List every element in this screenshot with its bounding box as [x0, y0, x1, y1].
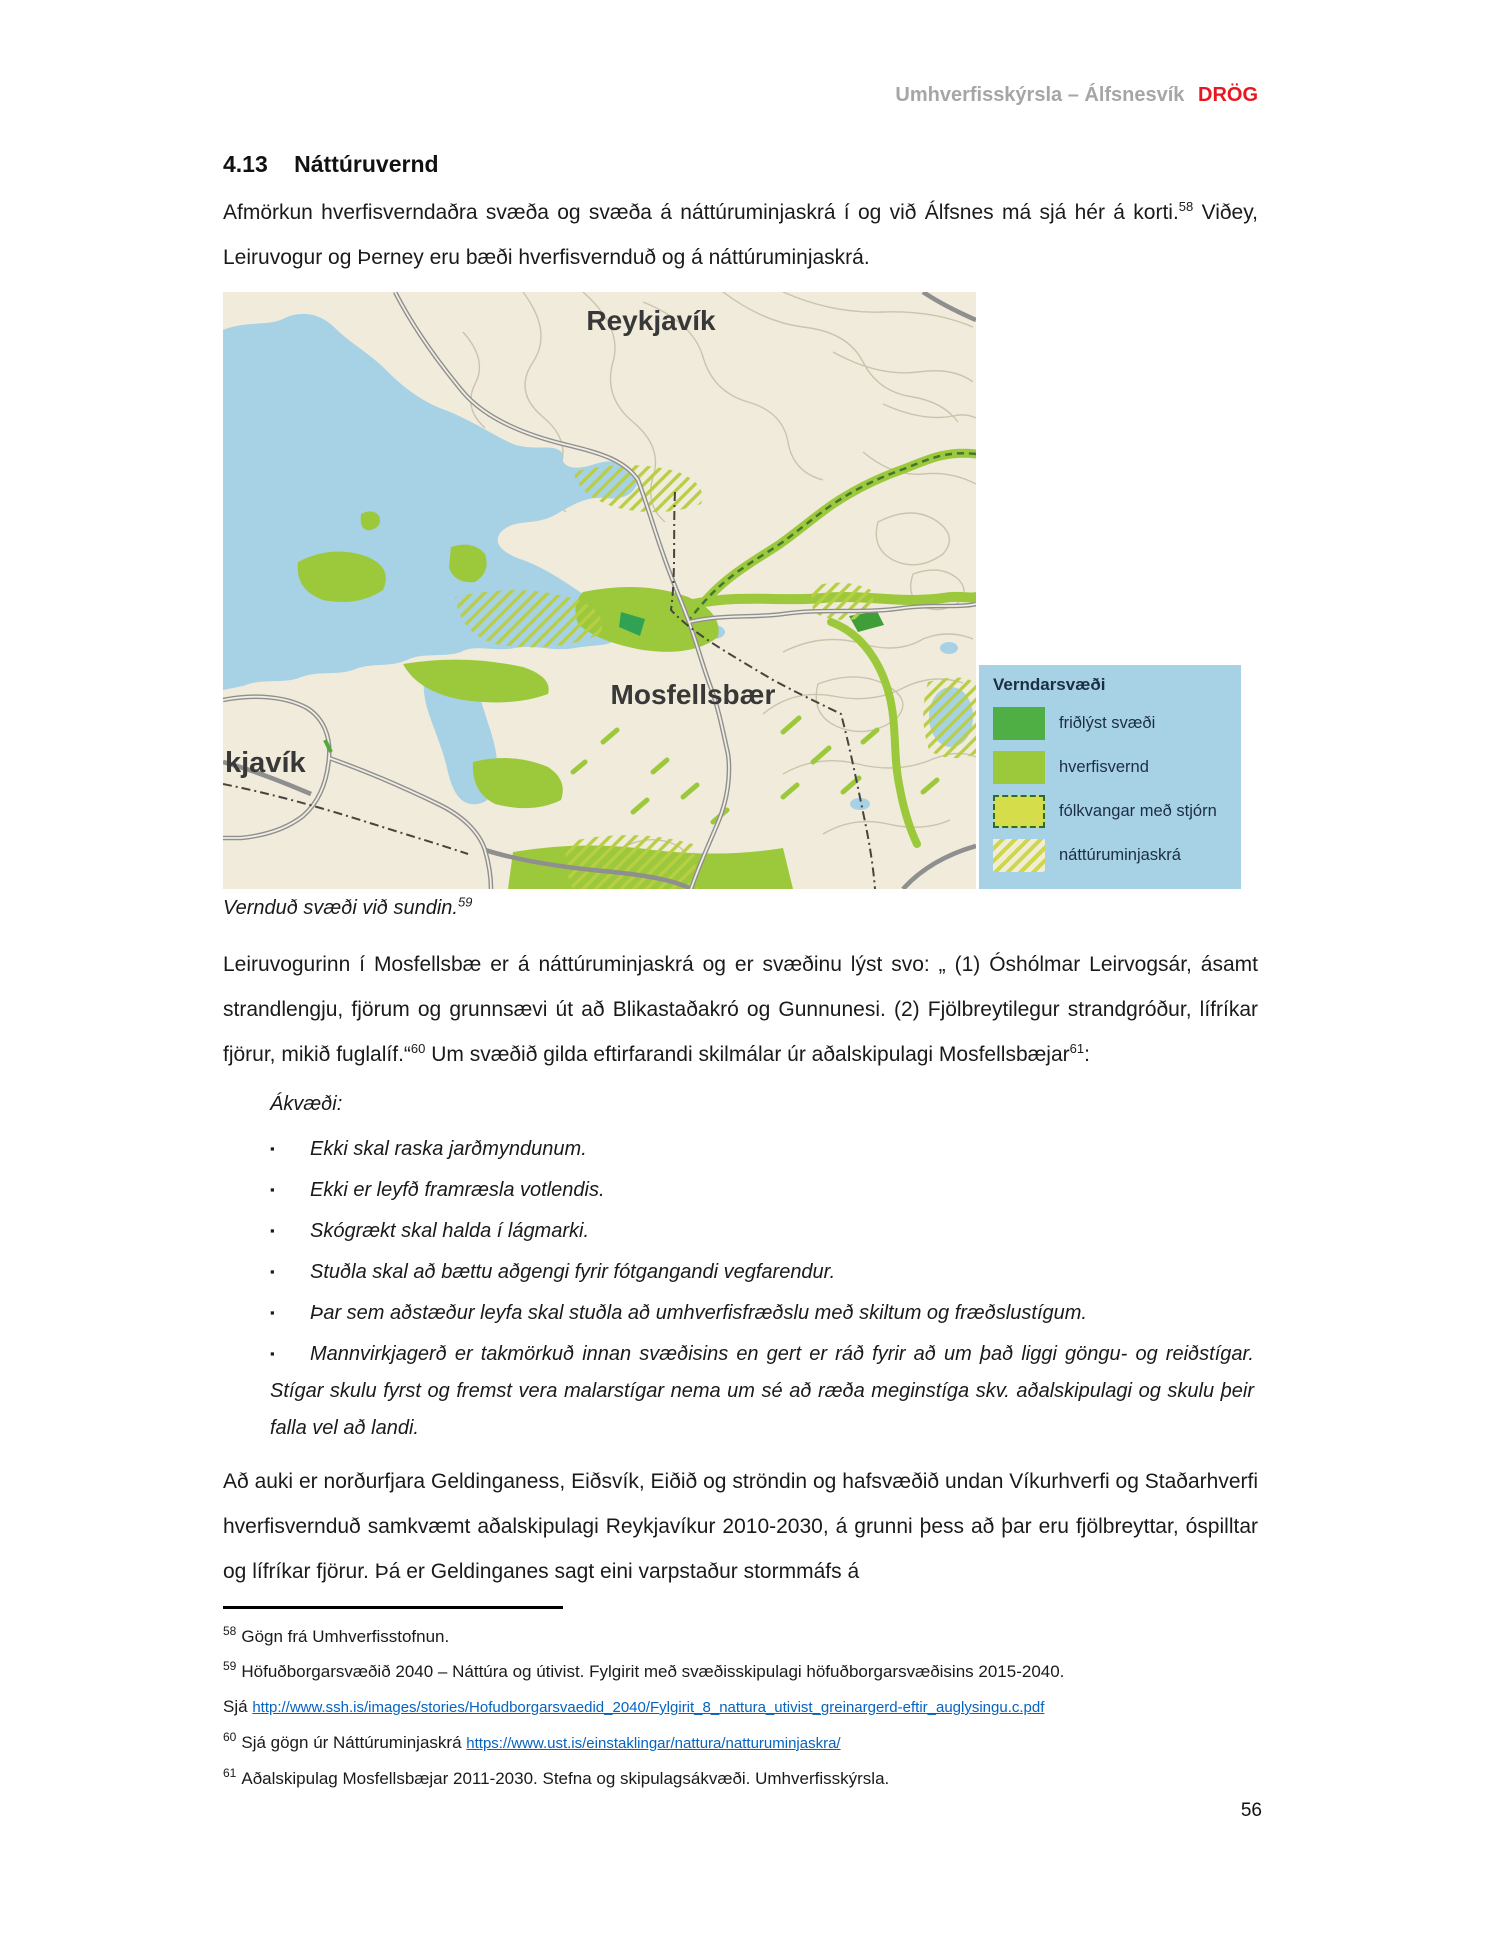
section-title: Náttúruvernd [294, 151, 439, 177]
list-item [270, 1294, 1258, 1332]
provisions-list [223, 1130, 1258, 1447]
footnote-ref-60: 60 [410, 1041, 426, 1056]
list-item [270, 1212, 1258, 1250]
footnote-58 [223, 1619, 1258, 1654]
legend-title: Verndarsvæði [993, 675, 1106, 694]
footnote-ref-59: 59 [457, 894, 473, 910]
document-title: Umhverfisskýrsla – Álfsnesvík [895, 84, 1185, 106]
footnote-text: Gögn frá Umhverfisstofnun. [241, 1627, 450, 1646]
bullet-icon: ▪ [270, 1223, 275, 1238]
legend-row-folkvangar [993, 789, 1235, 833]
bullet-icon: ▪ [270, 1346, 275, 1361]
list-item-text: Ekki skal raska jarðmyndunum. [310, 1138, 587, 1160]
legend-row-natturuminjaskra [993, 833, 1235, 877]
bullet-icon: ▪ [270, 1182, 275, 1197]
leiruvogur-text-2: Um svæðið gilda eftirfarandi skilmálar úr aðalskipulagi Mosfellsbæjar [425, 1043, 1070, 1066]
page-header [223, 0, 1258, 107]
footnote-61 [223, 1761, 1258, 1796]
footnote-text: Aðalskipulag Mosfellsbæjar 2011-2030. Stefna og skipulagsákvæði. Umhverfisskýrsla. [241, 1769, 890, 1788]
footnote-link-ust[interactable]: https://www.ust.is/einstaklingar/nattura/natturuminjaskra/ [466, 1735, 841, 1752]
intro-text: Afmörkun hverfisverndaðra svæða og svæða á náttúruminjaskrá í og við Álfsnes má sjá hér á korti. [223, 201, 1179, 224]
bullet-icon: ▪ [270, 1141, 275, 1156]
footnote-text: Sjá gögn úr Náttúruminjaskrá [241, 1733, 462, 1752]
page-number: 56 [1240, 1800, 1262, 1821]
footnote-number: 59 [223, 1659, 237, 1674]
list-item [270, 1130, 1258, 1168]
list-item-text: Skógrækt skal halda í lágmarki. [310, 1220, 590, 1242]
figure-caption-text: Vernduð svæði við sundin. [223, 897, 458, 919]
draft-badge: DRÖG [1198, 84, 1258, 106]
footnote-59 [223, 1654, 1258, 1725]
section-heading [223, 151, 1258, 178]
legend-row-fridlyst [993, 701, 1235, 745]
list-item [270, 1253, 1258, 1291]
map-image [223, 292, 976, 889]
footnotes-section [223, 1619, 1258, 1796]
legend-label-natturuminjaskra: náttúruminjaskrá [1059, 845, 1181, 864]
map-figure [223, 292, 1241, 889]
footnote-separator [223, 1606, 563, 1609]
list-item [270, 1171, 1258, 1209]
legend-swatch-natturuminjaskra [993, 839, 1045, 872]
footnote-text: Höfuðborgarsvæðið 2040 – Náttúra og útivist. Fylgirit með svæðisskipulagi höfuðborgarsvæðisins 2015-2040. [241, 1662, 1065, 1681]
footnote-number: 60 [223, 1730, 237, 1745]
leiruvogur-paragraph [223, 942, 1258, 1077]
footnote-60 [223, 1725, 1258, 1761]
leiruvogur-text: Leiruvogurinn í Mosfellsbæ er á náttúruminjaskrá og er svæðinu lýst svo: „ (1) Óshólmar Leirvogsár, ásamt strandlengju, fjörum og grunnsævi út að Blikastaðakró og Gunnunesi. (2) Fjölbreytilegur strandgróður, lífríkar fjörur, mikið fuglalíf.“ [223, 953, 1258, 1066]
list-item-text: Þar sem aðstæður leyfa skal stuðla að umhverfisfræðslu með skiltum og fræðslustígum. [310, 1302, 1087, 1324]
footnote-ref-61: 61 [1069, 1041, 1085, 1056]
list-item-text: Stuðla skal að bættu aðgengi fyrir fótgangandi vegfarendur. [310, 1261, 836, 1283]
intro-text-2: Viðey, Leiruvogur og Þerney eru bæði hverfisvernduð og á náttúruminjaskrá. [223, 201, 1258, 269]
map-label-reykjavik: Reykjavík [586, 305, 716, 336]
legend-label-fridlyst: friðlýst svæði [1059, 713, 1156, 732]
legend-swatch-fridlyst [993, 707, 1045, 740]
map-label-kjavik: kjavík [225, 747, 306, 779]
map-label-mosfellsbaer: Mosfellsbær [610, 679, 776, 710]
closing-paragraph: Að auki er norðurfjara Geldinganess, Eiðsvík, Eiðið og ströndin og hafsvæðið undan Víkurhverfi og Staðarhverfi hverfisvernduð samkvæmt aðalskipulagi Reykjavíkur 2010-2030, á grunni þess að þar eru fjölbreyttar, óspilltar og lífríkar fjörur. Þá er Geldinganes sagt eini varpstaður stormmáfs á [223, 1470, 1258, 1583]
footnote-number: 58 [223, 1624, 237, 1639]
leiruvogur-text-3: : [1084, 1043, 1090, 1066]
provisions-label: Ákvæði: [270, 1093, 343, 1115]
map-legend [979, 665, 1241, 889]
legend-row-hverfisvernd [993, 745, 1235, 789]
intro-paragraph [223, 190, 1258, 280]
footnote-ref-58: 58 [1178, 199, 1194, 214]
bullet-icon: ▪ [270, 1305, 275, 1320]
section-number: 4.13 [223, 151, 268, 177]
legend-label-hverfisvernd: hverfisvernd [1059, 757, 1149, 776]
legend-swatch-folkvangar [993, 795, 1045, 828]
legend-label-folkvangar: fólkvangar með stjórn [1059, 801, 1217, 820]
figure-caption [223, 894, 1258, 920]
footnote-text-2: Sjá [223, 1697, 248, 1716]
bullet-icon: ▪ [270, 1264, 275, 1279]
list-item-text: Mannvirkjagerð er takmörkuð innan svæðisins en gert er ráð fyrir að um það liggi göngu- og reiðstígar. Stígar skulu fyrst og fremst vera malarstígar nema um sé að ræða meginstíga skv. aðalskipulagi og skulu þeir falla vel að landi. [270, 1343, 1254, 1439]
list-item [270, 1335, 1258, 1447]
legend-swatch-hverfisvernd [993, 751, 1045, 784]
footnote-link-ssh[interactable]: http://www.ssh.is/images/stories/Hofudborgarsvaedid_2040/Fylgirit_8_nattura_utivist_greinargerd-eftir_auglysingu.c.pdf [252, 1699, 1045, 1716]
footnote-number: 61 [223, 1766, 237, 1781]
list-item-text: Ekki er leyfð framræsla votlendis. [310, 1179, 605, 1201]
